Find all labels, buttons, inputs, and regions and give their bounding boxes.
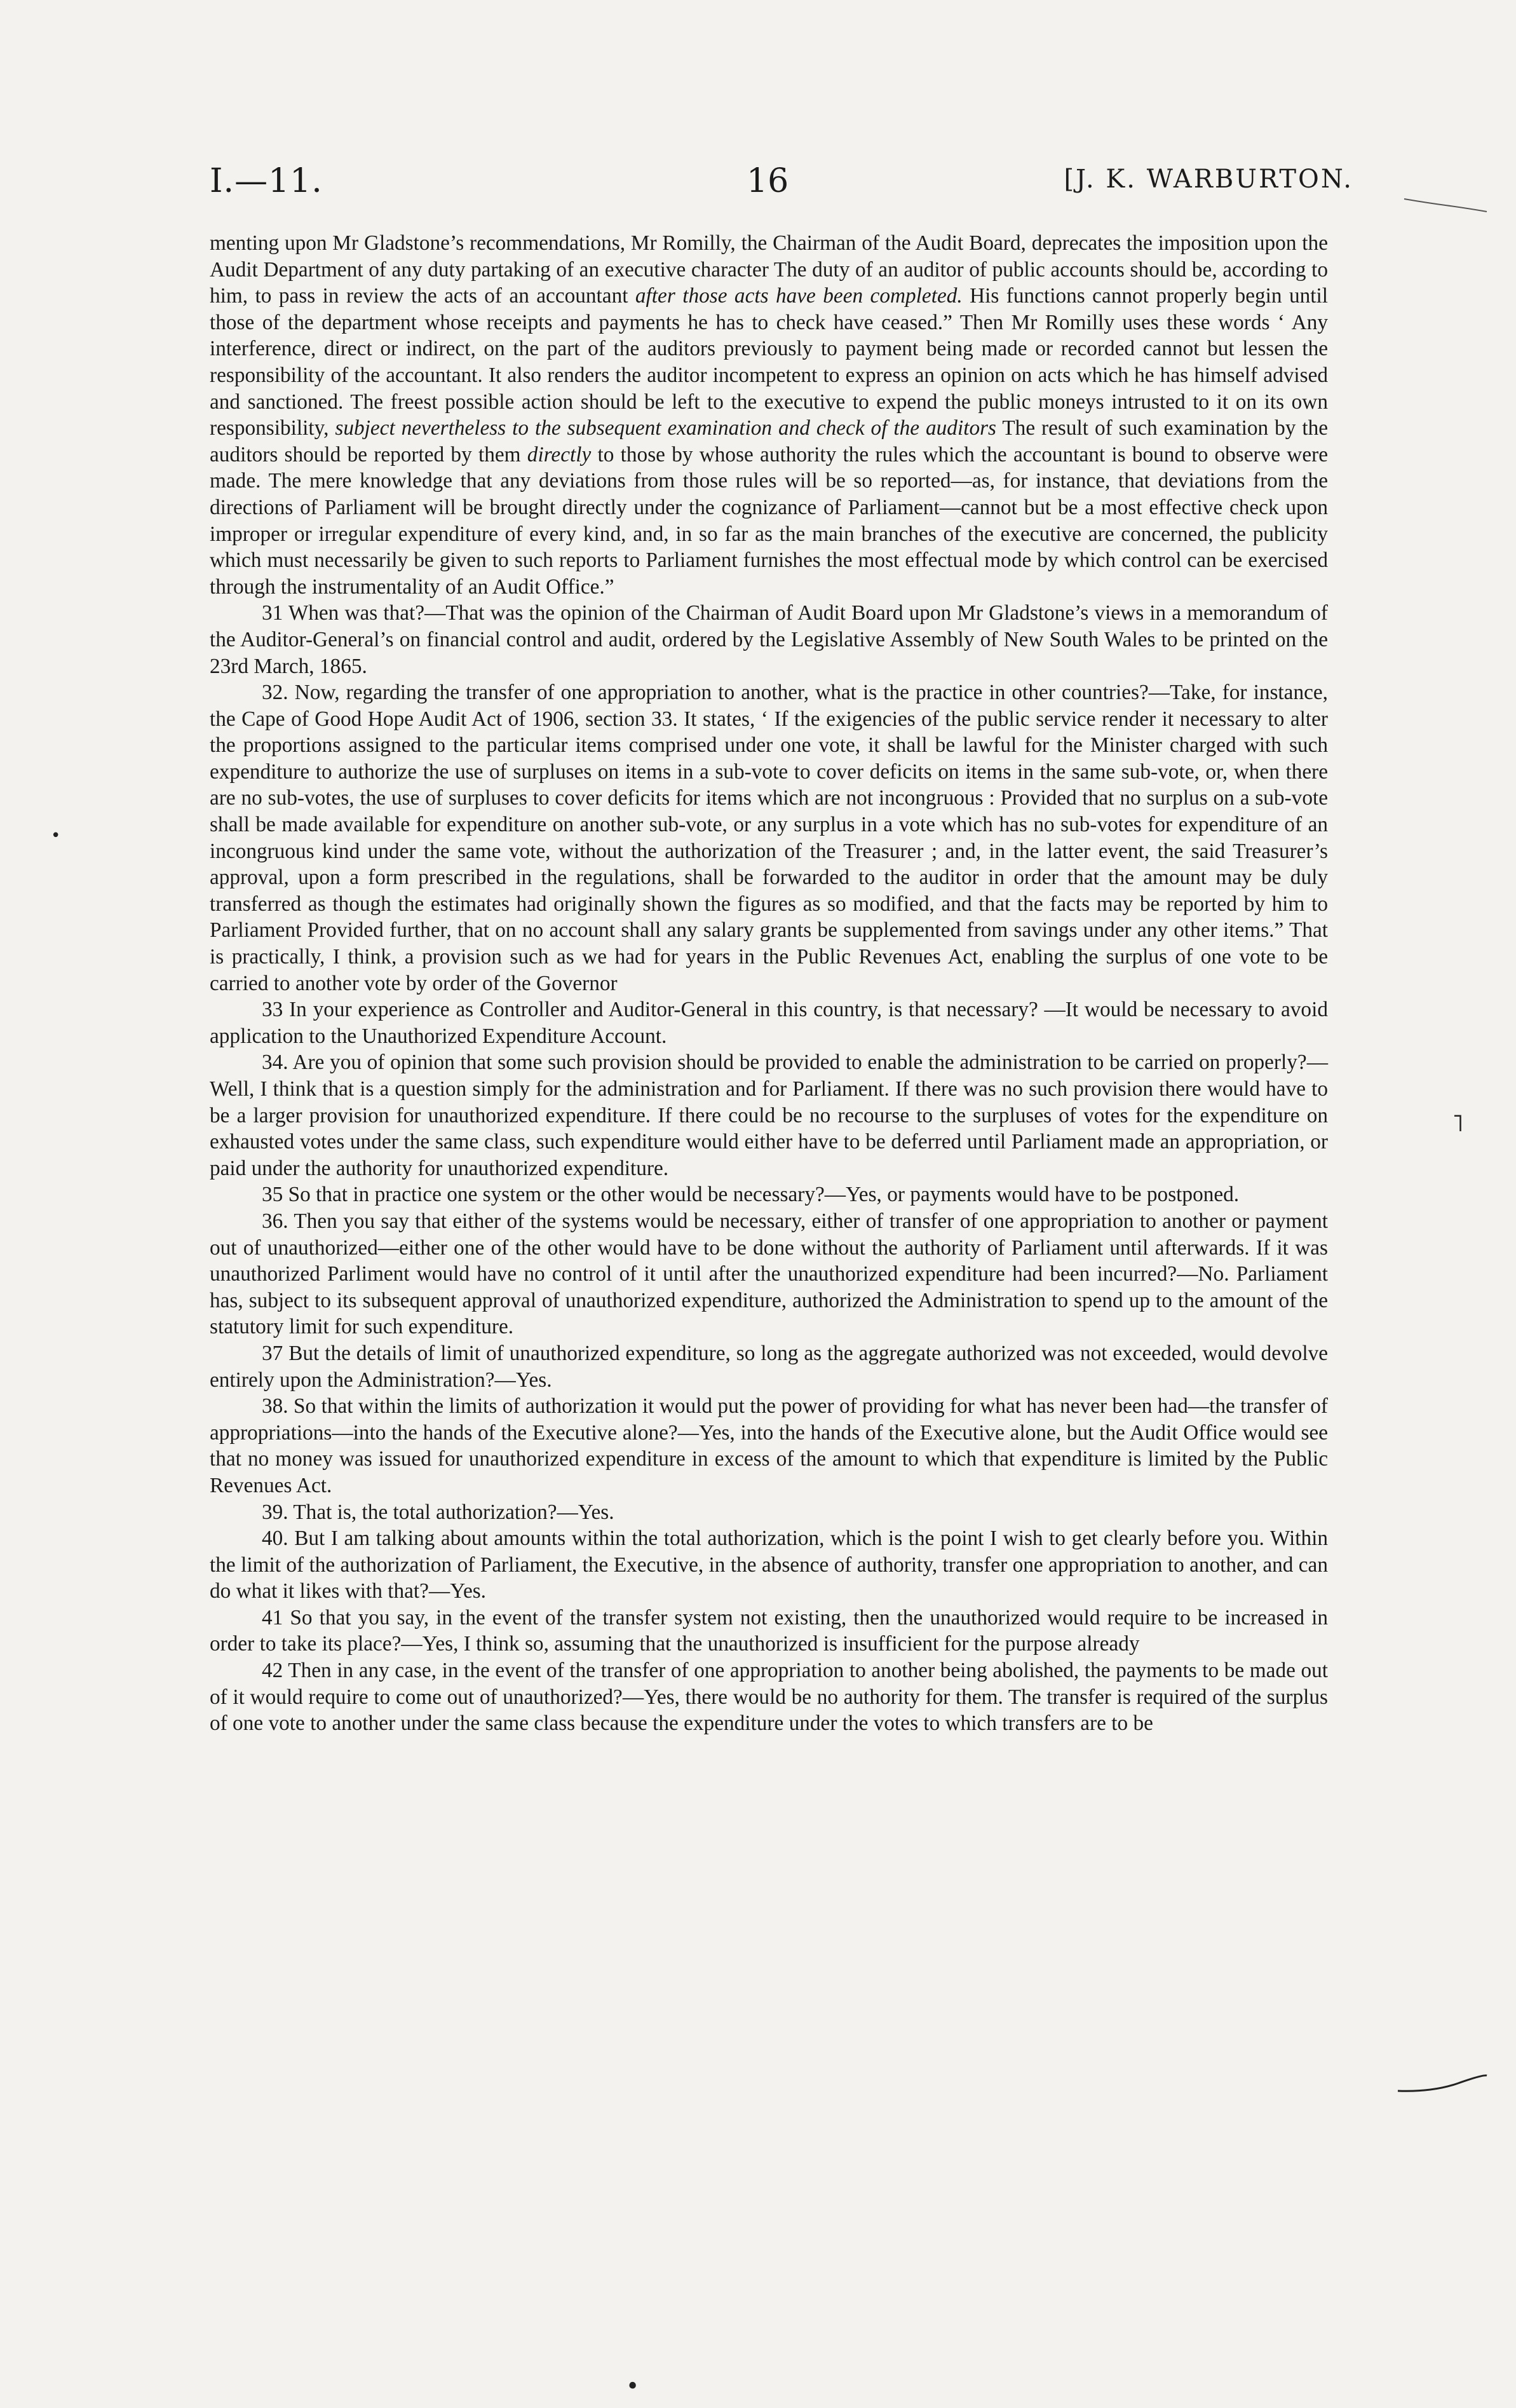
text-run: 36. Then you say that either of the systems would be necessary, either of transfer of one appropriation to another or payment out of unauthorized—either one of the other would have to be done without the authority of Parliament until afterwards. If it was unauthorized Parliment would have no control of it until after the unauthorized expenditure had been incurred?—No. Parliament has, subject to its subsequent approval of unauthorized expenditure, authorized the Administration to spend up to the amount of the statutory limit for such expenditure. [210,1209,1328,1339]
question-answer-paragraph [210,1340,1328,1393]
text-run: menting upon Mr Gladstone’s recommendations, Mr Romilly, the Chairman of the Audit Board, deprecates the imposition upon the Audit Department of any duty partaking of an executive character The duty of an auditor of public accounts should be, according to him, to pass in review the acts of an accountant [210,231,1328,308]
text-run: 34. Are you of opinion that some such provision should be provided to enable the administration to be carried on properly?—Well, I think that is a question simply for the administration and for Parliament. If there was no such provision there would have to be a larger provision for unauthorized expenditure. If there could be no recourse to the surpluses of votes for the expenditure on exhausted votes under the same class, such expenditure would either have to be deferred until Parliament made an appropriation, or paid under the authority for unauthorized expenditure. [210,1051,1328,1180]
text-run: to those by whose authority the rules which the accountant is bound to observe were made. The mere knowledge that any deviations from those rules will be so reported—as, for instance, that deviations from the directions of Parliament will be brought directly under the cognizance of Parliament—cannot but be a most effective check upon improper or irregular expenditure of every kind, and, in so far as the main branches of the executive are concerned, the publicity which must necessarily be given to such reports to Parliament furnishes the most effectual mode by which control can be exercised through the instrumentality of an Audit Office.” [210,442,1328,599]
margin-dot-mark: • [51,826,61,845]
margin-pen-stroke-top [1401,194,1490,213]
margin-tick-mark: ˥ [1452,1109,1464,1137]
text-run: 33 In your experience as Controller and Auditor-General in this country, is that necessary? —It would be necessary to avoid application to the Unauthorized Expenditure Account. [210,998,1328,1048]
text-run: 39. That is, the total authorization?—Yes. [262,1500,614,1524]
question-answer-paragraph [210,1181,1328,1208]
question-answer-paragraph [210,997,1328,1049]
quoted-paragraph [210,230,1328,600]
question-answer-paragraph [210,1208,1328,1340]
footer-dot-mark: • [626,2374,640,2400]
text-run: 37 But the details of limit of unauthorized expenditure, so long as the aggregate authorized was not exceeded, would devolve entirely upon the Administration?—Yes. [210,1341,1328,1392]
page-header [210,162,1353,213]
question-answer-paragraph [210,679,1328,997]
page-number: 16 [747,162,789,200]
italic-phrase: directly [527,442,592,466]
question-answer-paragraph [210,600,1328,679]
question-answer-paragraph [210,1393,1328,1499]
italic-phrase: subject nevertheless to the subsequent examination and check of the auditors [335,416,997,440]
text-run: 32. Now, regarding the transfer of one appropriation to another, what is the practice in other countries?—Take, for instance, the Cape of Good Hope Audit Act of 1906, section 33. It states, ‘ If the exigencies of the public service render it necessary to alter the proportions assigned to the particular items comprised under one vote, it shall be lawful for the Minister charged with such expenditure to authorize the use of surpluses on items in a sub-vote to cover deficits on items in the same sub-vote, or, when there are no sub-votes, the use of surpluses to cover deficits for items which are not incongruous : Provided that no surplus on a sub-vote shall be made available for expenditure on another sub-vote, or any surplus in a vote which has no sub-votes for expenditure of an incongruous kind under the same vote, without the authorization of the Treasurer ; and, in the latter event, the said Treasurer’s approval, upon a form prescribed in the regulations, shall be forwarded to the auditor in order that the amount may be duly transferred as though the estimates had originally shown the figures as so modified, and that the facts may be reported by him to Parliament Provided further, that on no account shall any salary grants be supplemented from savings under any other items.” That is practically, I think, a provision such as we had for years in the Public Revenues Act, enabling the surplus of one vote to be carried to another vote by order of the Governor [210,681,1328,995]
text-run: The result of such examination by the auditors should be reported by them [210,416,1328,466]
text-run: 31 When was that?—That was the opinion of the Chairman of Audit Board upon Mr Gladstone’s views in a memorandum of the Auditor-General’s on financial control and audit, ordered by the Legislative Assembly of New South Wales to be printed on the 23rd March, 1865. [210,601,1328,678]
question-answer-paragraph [210,1657,1328,1737]
question-answer-paragraph [210,1525,1328,1605]
text-run: 38. So that within the limits of authorization it would put the power of providing for what has never been had—the transfer of appropriations—into the hands of the Executive alone?—Yes, into the hands of the Executive alone, but the Audit Office would see that no money was issued for unauthorized expenditure in excess of the amount to which that expenditure is limited by the Public Revenues Act. [210,1394,1328,1497]
margin-pen-stroke-bottom [1395,2072,1490,2097]
text-run: 35 So that in practice one system or the other would be necessary?—Yes, or payments would have to be postponed. [262,1183,1240,1207]
witness-name: [J. K. WARBURTON. [1064,165,1353,194]
italic-phrase: after those acts have been completed. [635,284,963,308]
text-run: 40. But I am talking about amounts within the total authorization, which is the point I wish to get clearly before you. Within the limit of the authorization of Parliament, the Executive, in the absence of authority, transfer one appropriation to another, and can do what it likes with that?—Yes. [210,1527,1328,1603]
text-run: 41 So that you say, in the event of the transfer system not existing, then the unauthorized would require to be increased in order to take its place?—Yes, I think so, assuming that the unauthorized is insufficient for the purpose already [210,1605,1328,1656]
question-answer-paragraph [210,1049,1328,1181]
question-answer-paragraph [210,1499,1328,1526]
text-run: His functions cannot properly begin until those of the department whose receipts and payments he has to check have ceased.” Then Mr Romilly uses these words ‘ Any interference, direct or indirect, on the part of the auditors previously to payment being made or recorded cannot but lessen the responsibility of the accountant. It also renders the auditor incompetent to express an opinion on acts which he has himself advised and sanctioned. The freest possible action should be left to the executive to expend the public moneys intrusted to it on its own responsibility, [210,284,1328,440]
text-run: 42 Then in any case, in the event of the transfer of one appropriation to another being abolished, the payments to be made out of it would require to come out of unauthorized?—Yes, there would be no authority for them. The transfer is required of the surplus of one vote to another under the same class because the expenditure under the votes to which transfers are to be [210,1659,1328,1736]
question-answer-paragraph [210,1605,1328,1657]
document-reference: I.—11. [210,162,323,200]
body-text [210,230,1328,1737]
